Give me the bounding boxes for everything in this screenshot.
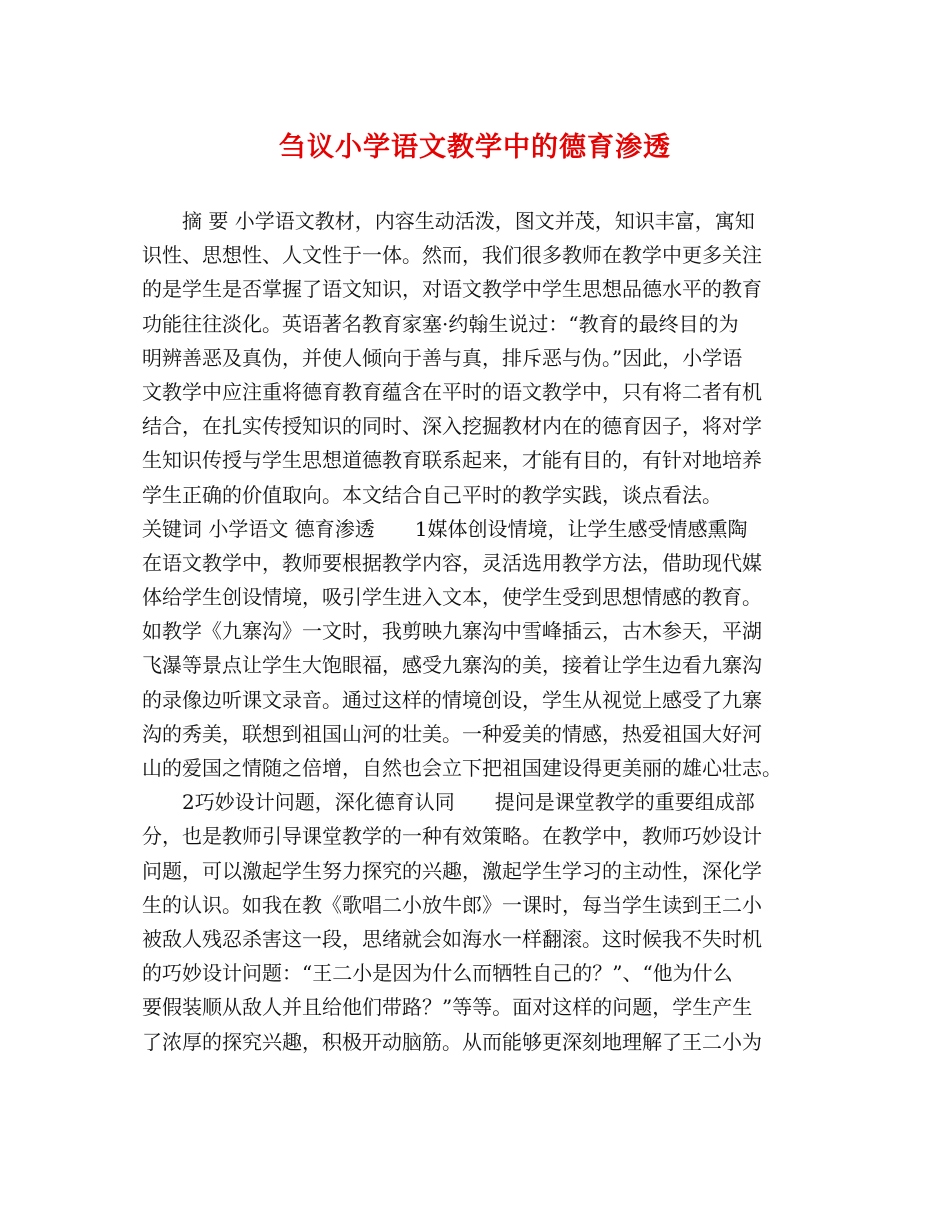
text-line: 学生正确的价值取向。本文结合自己平时的教学实践，谈点看法。	[142, 482, 722, 507]
text-line: 生知识传授与学生思想道德教育联系起来，才能有目的，有针对地培养	[142, 448, 762, 473]
text-line: 要假装顺从敌人并且给他们带路？”等等。面对这样的问题，学生产生	[142, 995, 753, 1020]
text-line: 的录像边听课文录音。通过这样的情境创设，学生从视觉上感受了九寨	[142, 687, 762, 712]
document-body	[142, 204, 822, 1059]
text-line: 飞瀑等景点让学生大饱眼福，感受九寨沟的美，接着让学生边看九寨沟	[142, 653, 762, 678]
abstract-line-1: 摘 要 小学语文教材，内容生动活泼，图文并茂，知识丰富，寓知	[182, 209, 755, 233]
text-line: 结合，在扎实传授知识的同时、深入挖掘教材内在的德育因子，将对学	[142, 414, 762, 439]
section-heading-2: 2巧妙设计问题，深化德育认同	[182, 790, 455, 815]
text-line: 如教学《九寨沟》一文时，我剪映九寨沟中雪峰插云，古木参天，平湖	[142, 619, 762, 644]
section-heading-1: 1媒体创设情境，让学生感受情感熏陶	[414, 516, 748, 541]
text-line: 生的认识。如我在教《歌唱二小放牛郎》一课时，每当学生读到王二小	[142, 892, 762, 917]
text-line: 的巧妙设计问题：“王二小是因为什么而牺牲自己的？”、“他为什么	[142, 961, 733, 986]
page-title: 刍议小学语文教学中的德育渗透	[279, 132, 671, 163]
text-line: 问题，可以激起学生努力探究的兴趣，激起学生学习的主动性，深化学	[142, 858, 762, 883]
text-line: 在语文教学中，教师要根据教学内容，灵活选用教学方法，借助现代媒	[142, 550, 762, 575]
section-2-first-line: 提问是课堂教学的重要组成部	[494, 790, 755, 815]
text-line: 沟的秀美，联想到祖国山河的壮美。一种爱美的情感，热爱祖国大好河	[142, 721, 762, 746]
text-line: 识性、思想性、人文性于一体。然而，我们很多教师在教学中更多关注	[142, 243, 762, 268]
text-line: 分，也是教师引导课堂教学的一种有效策略。在教学中，教师巧妙设计	[142, 824, 762, 849]
text-line: 功能往往淡化。英语著名教育家塞·约翰生说过：“教育的最终目的为	[142, 311, 739, 336]
text-line: 体给学生创设情境，吸引学生进入文本，使学生受到思想情感的教育。	[142, 585, 762, 610]
text-line	[142, 785, 822, 819]
text-line: 被敌人残忍杀害这一段，思绪就会如海水一样翻滚。这时候我不失时机	[142, 926, 762, 951]
text-line: 了浓厚的探究兴趣，积极开动脑筋。从而能够更深刻地理解了王二小为	[142, 1029, 762, 1054]
text-line	[142, 204, 822, 238]
text-line	[142, 512, 822, 546]
text-line: 山的爱国之情随之倍增，自然也会立下把祖国建设得更美丽的雄心壮志。	[142, 756, 782, 780]
keywords-label: 关键词 小学语文 德育渗透	[142, 516, 375, 541]
text-line: 文教学中应注重将德育教育蕴含在平时的语文教学中，只有将二者有机	[142, 379, 762, 404]
text-line: 的是学生是否掌握了语文知识，对语文教学中学生思想品德水平的教育	[142, 277, 762, 302]
text-line: 明辨善恶及真伪，并使人倾向于善与真，排斥恶与伪。”因此，小学语	[142, 345, 743, 370]
